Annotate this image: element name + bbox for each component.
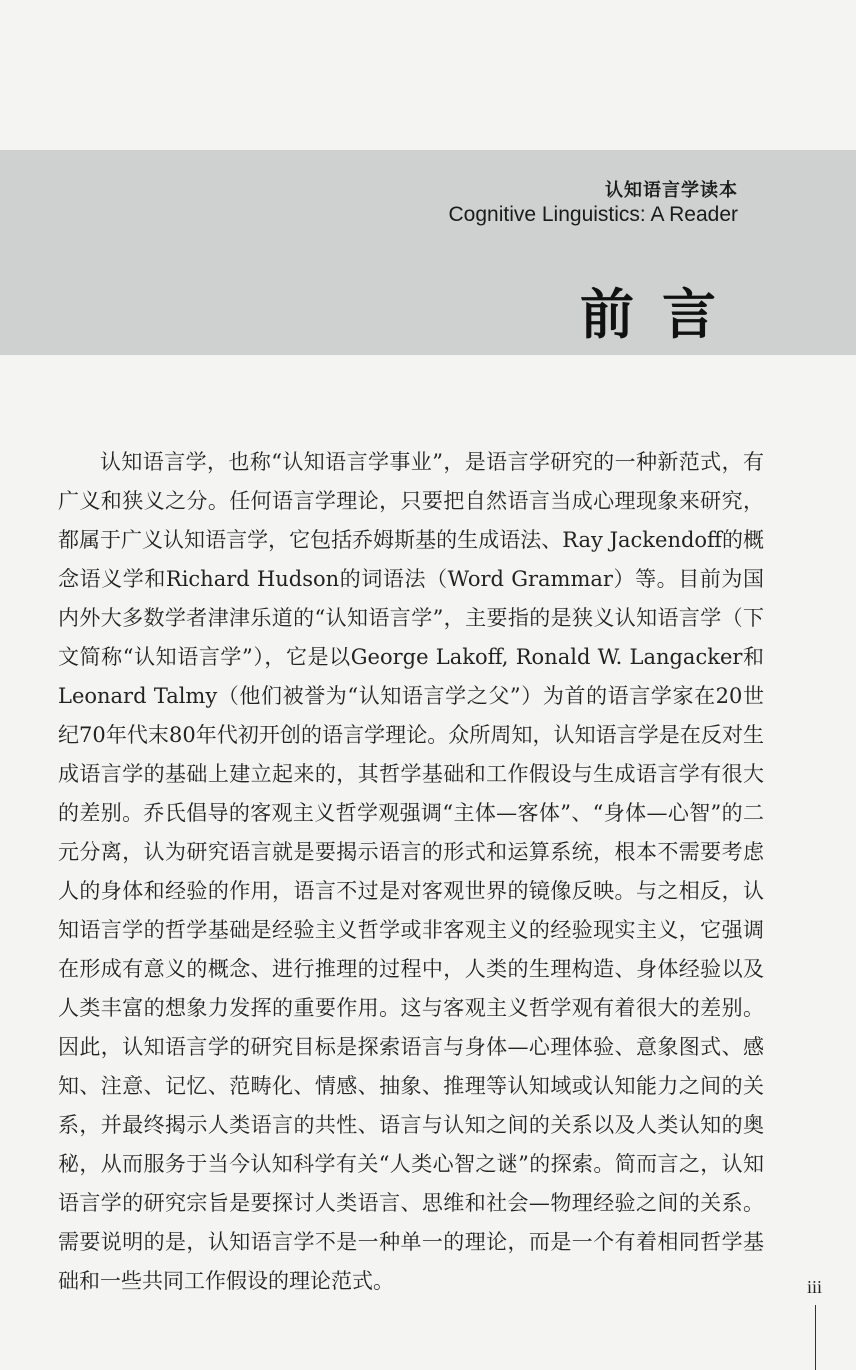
margin-rule	[815, 1305, 816, 1370]
body-text	[58, 443, 764, 1301]
body-paragraph: 认知语言学，也称“认知语言学事业”，是语言学研究的一种新范式，有广义和狭义之分。任何语言学理论，只要把自然语言当成心理现象来研究，都属于广义认知语言学，它包括乔姆斯基的生成语法、Ray Jackendoff的概念语义学和Richard Hudson的词语法（Word Grammar）等。目前为国内外大多数学者津津乐道的“认知语言学”，主要指的是狭义认知语言学（下文简称“认知语言学”），它是以George Lakoff, Ronald W. Langacker和Leonard Talmy（他们被誉为“认知语言学之父”）为首的语言学家在20世纪70年代末80年代初开创的语言学理论。众所周知，认知语言学是在反对生成语言学的基础上建立起来的，其哲学基础和工作假设与生成语言学有很大的差别。乔氏倡导的客观主义哲学观强调“主体—客体”、“身体—心智”的二元分离，认为研究语言就是要揭示语言的形式和运算系统，根本不需要考虑人的身体和经验的作用，语言不过是对客观世界的镜像反映。与之相反，认知语言学的哲学基础是经验主义哲学或非客观主义的经验现实主义，它强调在形成有意义的概念、进行推理的过程中，人类的生理构造、身体经验以及人类丰富的想象力发挥的重要作用。这与客观主义哲学观有着很大的差别。因此，认知语言学的研究目标是探索语言与身体—心理体验、意象图式、感知、注意、记忆、范畴化、情感、抽象、推理等认知域或认知能力之间的关系，并最终揭示人类语言的共性、语言与认知之间的关系以及人类认知的奥秘，从而服务于当今认知科学有关“人类心智之谜”的探索。简而言之，认知语言学的研究宗旨是要探讨人类语言、思维和社会—物理经验之间的关系。需要说明的是，认知语言学不是一种单一的理论，而是一个有着相同哲学基础和一些共同工作假设的理论范式。	[58, 450, 764, 1293]
page-number: iii	[806, 1277, 822, 1297]
book-subtitle: Cognitive Linguistics: A Reader	[448, 203, 738, 226]
book-title: 认知语言学读本	[605, 180, 738, 201]
chapter-title: 前言	[580, 283, 744, 346]
